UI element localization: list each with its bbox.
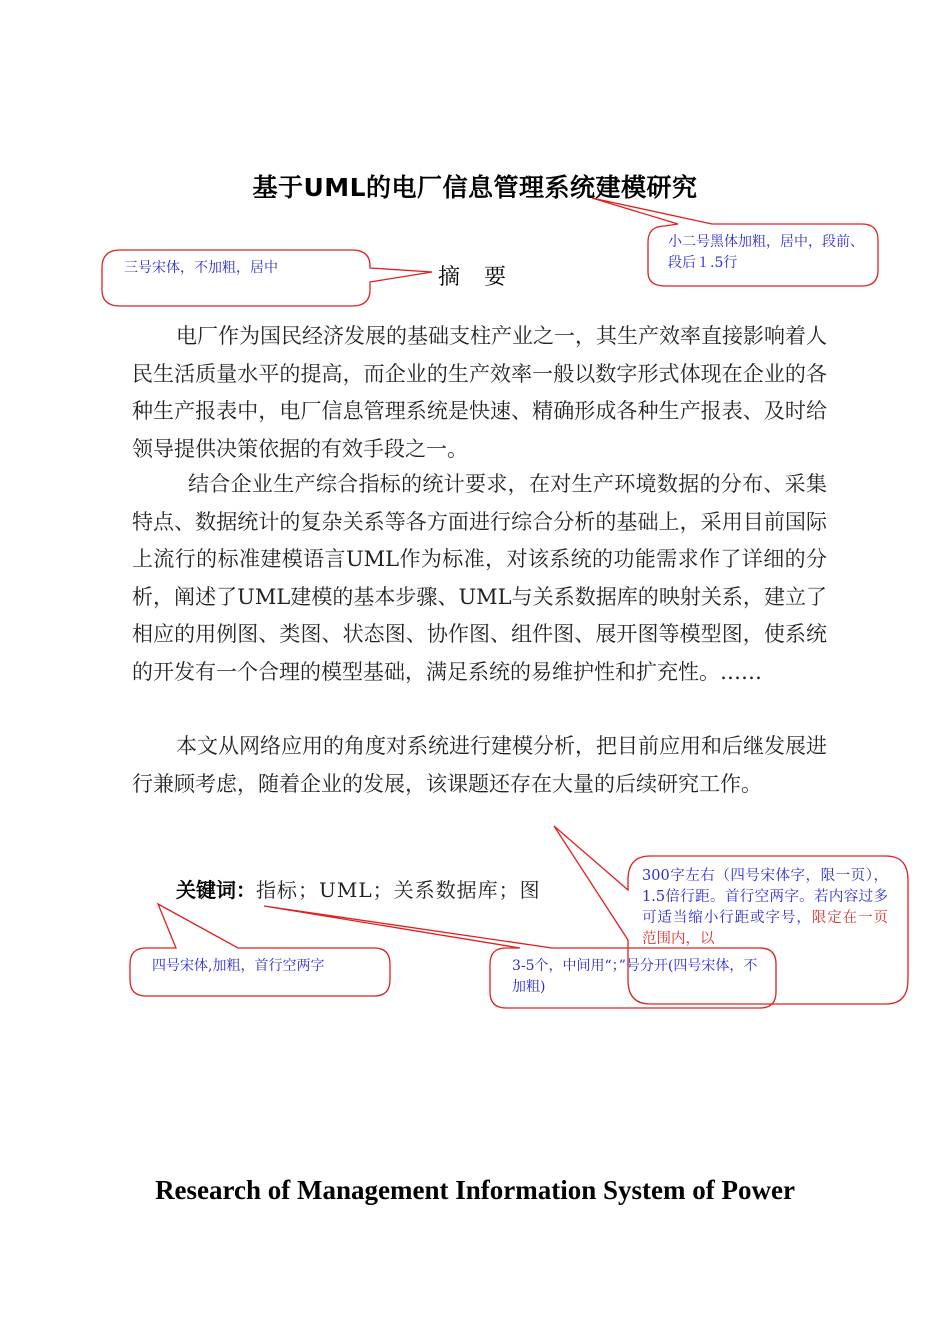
callout-keyword-label-note: [130, 904, 390, 996]
chinese-title: 基于UML的电厂信息管理系统建模研究: [252, 173, 698, 202]
abstract-paragraph-3: 本文从网络应用的角度对系统进行建模分析，把目前应用和后继发展进行兼顾考虑，随着企业的发展，该课题还存在大量的后续研究工作。: [132, 734, 827, 796]
title-format-note: 小二号黑体加粗，居中，段前、段后１.5行: [668, 234, 864, 271]
keywords-label: 关键词：: [176, 878, 256, 902]
abstract-heading-char-2: 要: [484, 265, 507, 290]
abstract-paragraph-1: 电厂作为国民经济发展的基础支柱产业之一，其生产效率直接影响着人民生活质量水平的提高，而企业的生产效率一般以数字形式体现在企业的各种生产报表中，电厂信息管理系统是快速、精确形成各种生产报表、及时给领导提供决策依据的有效手段之一。: [132, 324, 827, 461]
abstract-format-note-highlight: 限定在一页范围内，以: [642, 910, 888, 947]
abstract-heading-char-1: 摘: [438, 265, 461, 290]
heading-format-note: 三号宋体，不加粗，居中: [124, 260, 278, 276]
keyword-values-format-note: 3-5个，中间用“；”号分开(四号宋体，不加粗): [512, 958, 758, 995]
keywords-line: [176, 874, 541, 903]
english-title: Research of Management Information System of Power: [155, 1175, 795, 1205]
keyword-label-format-note: 四号宋体,加粗，首行空两字: [152, 958, 325, 974]
abstract-format-note: [642, 866, 888, 950]
keywords-values: 指标；UML；关系数据库；图: [256, 878, 541, 902]
abstract-paragraph-2: 结合企业生产综合指标的统计要求，在对生产环境数据的分布、采集特点、数据统计的复杂关系等各方面进行综合分析的基础上，采用目前国际上流行的标准建模语言UML作为标准，对该系统的功能需求作了详细的分析，阐述了UML建模的基本步骤、UML与关系数据库的映射关系，建立了相应的用例图、类图、状态图、协作图、组件图、展开图等模型图，使系统的开发有一个合理的模型基础，满足系统的易维护性和扩充性。……: [132, 472, 827, 684]
abstract-heading: [438, 260, 506, 291]
abstract-format-note-text: 300字左右（四号宋体字，限一页），1.5倍行距。首行空两字。若内容过多可适当缩小行距或字号，: [642, 868, 888, 926]
